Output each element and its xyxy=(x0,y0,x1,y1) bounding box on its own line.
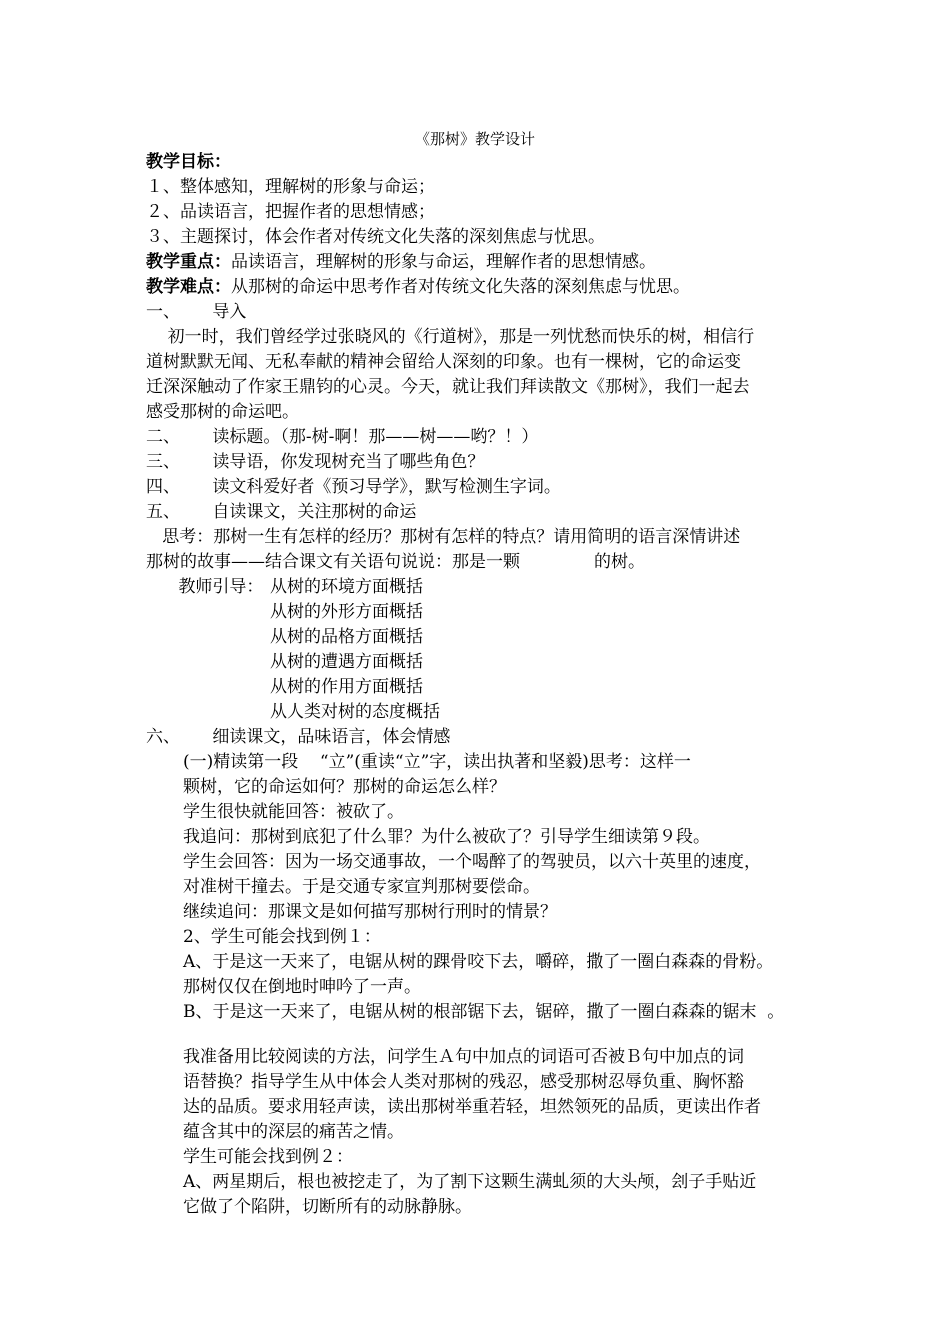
section5-think-line-2 xyxy=(146,550,645,575)
objectives-heading: 教学目标： xyxy=(146,152,231,172)
difficulty-line xyxy=(146,275,690,300)
section6-line-3: 学生很快就能回答：被砍了。 xyxy=(183,802,404,822)
section6-line-5: 学生会回答：因为一场交通事故，一个喝醉了的驾驶员，以六十英里的速度， xyxy=(183,852,761,872)
section6-line-2: 颗树，它的命运如何？那树的命运怎么样？ xyxy=(183,777,506,797)
section1-paragraph-line-3: 迁深深触动了作家王鼎钧的心灵。今天，就让我们拜读散文《那树》，我们一起去 xyxy=(146,377,750,397)
section5-think-line-1: 思考：那树一生有怎样的经历？那树有怎样的特点？请用简明的语言深情讲述 xyxy=(146,527,741,547)
section1-paragraph-line-1: 初一时，我们曾经学过张晓风的《行道树》，那是一列忧愁而快乐的树，相信行 xyxy=(146,327,755,347)
section5-think-text-b: 的树。 xyxy=(594,552,645,572)
objective-item-3: ３、主题探讨，体会作者对传统文化失落的深刻焦虑与忧思。 xyxy=(146,227,605,247)
section6-line-18: A、两星期后，根也被挖走了，为了割下这颗生满虬须的大头颅，刽子手贴近 xyxy=(183,1172,757,1192)
section6-heading: 六、 细读课文，品味语言，体会情感 xyxy=(146,727,451,747)
section2-line: 二、 读标题。（那-树-啊！那——树——哟？！） xyxy=(146,427,539,447)
section6-line-4: 我追问：那树到底犯了什么罪？为什么被砍了？引导学生细读第９段。 xyxy=(183,827,710,847)
section5-think-text-a: 那树的故事——结合课文有关语句说说：那是一颗 xyxy=(146,552,520,572)
section6-line-7: 继续追问：那课文是如何描写那树行刑时的情景？ xyxy=(183,902,557,922)
section6-line-15: 达的品质。要求用轻声读，读出那树举重若轻，坦然领死的品质，更读出作者 xyxy=(183,1097,761,1117)
section6-line-1: (一)精读第一段 “立”(重读“立”字，读出执著和坚毅)思考：这样一 xyxy=(183,752,691,772)
difficulty-text: 从那树的命运中思考作者对传统文化失落的深刻焦虑与忧思。 xyxy=(231,277,690,297)
section6-line-9: A、于是这一天来了，电锯从树的踝骨咬下去，嚼碎，撒了一圈白森森的骨粉。 xyxy=(183,952,774,972)
section1-paragraph-line-4: 感受那树的命运吧。 xyxy=(146,402,299,422)
difficulty-label: 教学难点： xyxy=(146,277,231,297)
section6-line-10: 那树仅仅在倒地时呻吟了一声。 xyxy=(183,977,421,997)
key-point-line xyxy=(146,250,656,275)
section6-line-17: 学生可能会找到例２： xyxy=(183,1147,353,1167)
section6-line-16: 蕴含其中的深层的痛苦之情。 xyxy=(183,1122,404,1142)
objective-item-1: １、整体感知，理解树的形象与命运； xyxy=(146,177,435,197)
section6-line-19: 它做了个陷阱，切断所有的动脉静脉。 xyxy=(183,1197,472,1217)
section3-line: 三、 读导语，你发现树充当了哪些角色？ xyxy=(146,452,485,472)
document-title: 《那树》教学设计 xyxy=(414,130,535,148)
section6-line-11: B、于是这一天来了，电锯从树的根部锯下去，锯碎，撒了一圈白森森的锯末 。 xyxy=(183,1002,785,1022)
guide-item-appearance: 从树的外形方面概括 xyxy=(270,602,423,622)
guide-item-function: 从树的作用方面概括 xyxy=(270,677,423,697)
section6-line-8: 2、学生可能会找到例１： xyxy=(183,927,381,947)
section1-paragraph-line-2: 道树默默无闻、无私奉献的精神会留给人深刻的印象。也有一棵树，它的命运变 xyxy=(146,352,741,372)
section6-line-6: 对准树干撞去。于是交通专家宣判那树要偿命。 xyxy=(183,877,540,897)
objective-item-2: ２、品读语言，把握作者的思想情感； xyxy=(146,202,435,222)
guide-item-experience: 从树的遭遇方面概括 xyxy=(270,652,423,672)
section4-line: 四、 读文科爱好者《预习导学》，默写检测生字词。 xyxy=(146,477,561,497)
section5-heading: 五、 自读课文，关注那树的命运 xyxy=(146,502,417,522)
section1-heading: 一、 导入 xyxy=(146,302,247,322)
section6-line-13: 我准备用比较阅读的方法，问学生Ａ句中加点的词语可否被Ｂ句中加点的词 xyxy=(183,1047,744,1067)
teacher-guide-label: 教师引导： xyxy=(146,577,264,597)
key-point-text: 品读语言，理解树的形象与命运，理解作者的思想情感。 xyxy=(231,252,656,272)
key-point-label: 教学重点： xyxy=(146,252,231,272)
guide-item-environment: 从树的环境方面概括 xyxy=(270,577,423,597)
guide-item-human-attitude: 从人类对树的态度概括 xyxy=(270,702,440,722)
guide-item-character: 从树的品格方面概括 xyxy=(270,627,423,647)
section6-line-14: 语替换？指导学生从中体会人类对那树的残忍，感受那树忍辱负重、胸怀豁 xyxy=(183,1072,744,1092)
